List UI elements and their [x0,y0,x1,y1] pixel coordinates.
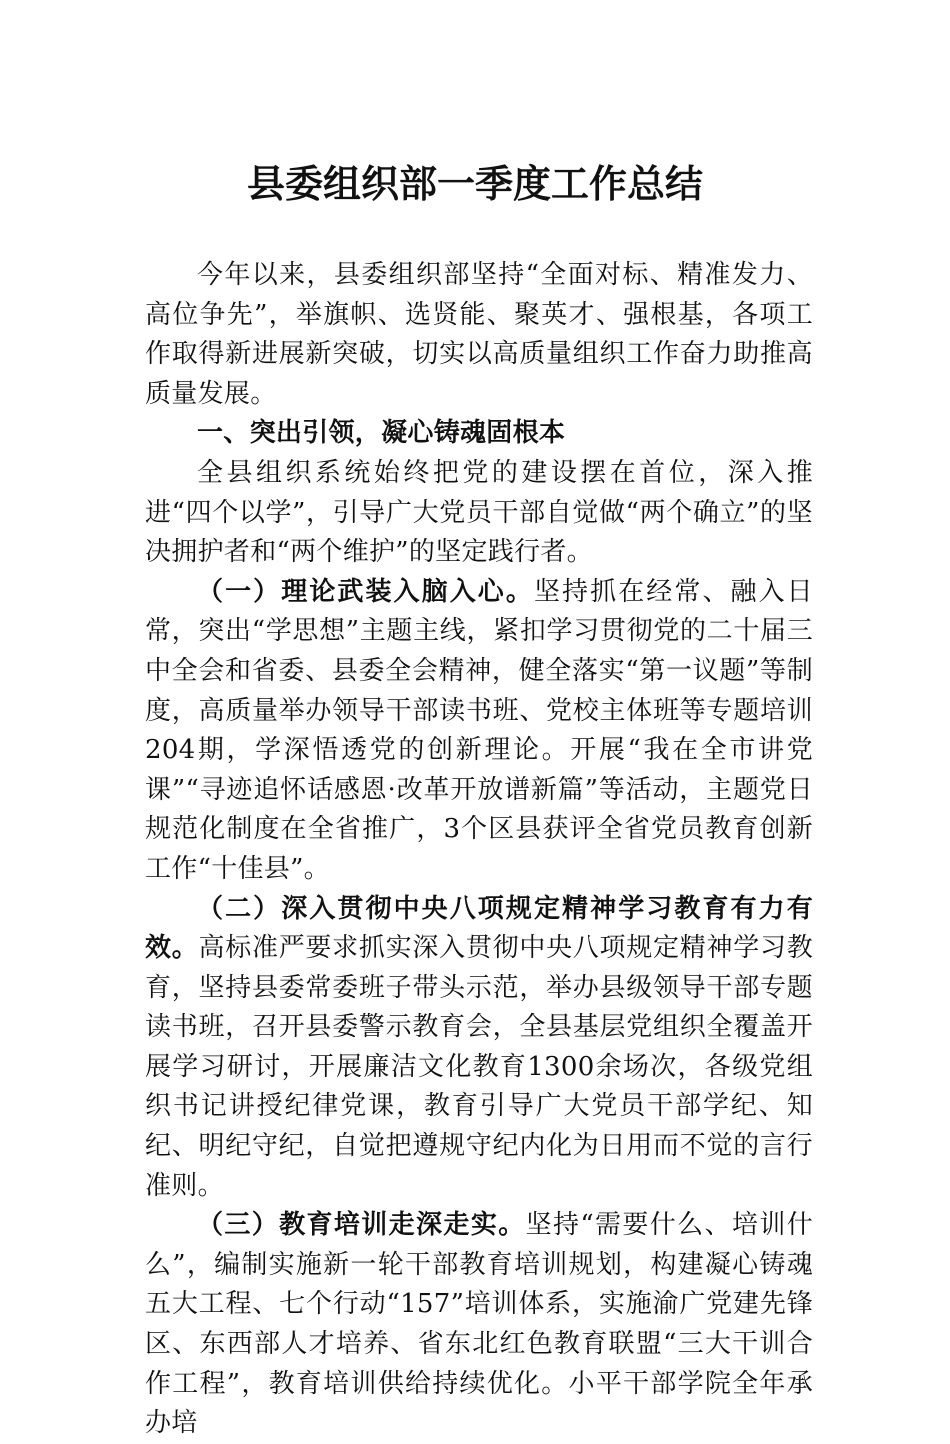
item-heading-1: （一）理论武装入脑入心。 [197,576,534,607]
document-body [145,256,813,1444]
item-text-3: 坚持“需要什么、培训什么”，编制实施新一轮干部教育培训规划，构建凝心铸魂五大工程、七个行动“157”培训体系，实施渝广党建先锋区、东西部人才培养、省东北红色教育联盟“三大干训合作工程”，教育培训供给持续优化。小平干部学院全年承办培 [145,1210,814,1439]
item-heading-3: （三）教育培训走深走实。 [197,1210,526,1241]
item-text-1: 坚持抓在经常、融入日常，突出“学思想”主题主线，紧扣学习贯彻党的二十届三中全会和省委、县委全会精神，健全落实“第一议题”等制度，高质量举办领导干部读书班、党校主体班等专题培训204期，学深悟透党的创新理论。开展“我在全市讲党课”“寻迹追怀话感恩·改革开放谱新篇”等活动，主题党日规范化制度在全省推广，3个区县获评全省党员教育创新工作“十佳县”。 [145,576,813,884]
section-lead-paragraph: 全县组织系统始终把党的建设摆在首位，深入推进“四个以学”，引导广大党员干部自觉做“两个确立”的坚决拥护者和“两个维护”的坚定践行者。 [145,457,813,568]
item-paragraph-1 [145,573,813,890]
item-paragraph-2 [145,890,813,1207]
document-title: 县委组织部一季度工作总结 [246,161,703,206]
section-heading: 一、突出引领，凝心铸魂固根本 [197,418,566,449]
item-paragraph-3 [145,1206,813,1444]
item-heading-2: （二）深入贯彻中央八项规定精神学习教育有力有效。 [145,893,813,964]
item-text-2: 高标准严要求抓实深入贯彻中央八项规定精神学习教育，坚持县委常委班子带头示范，举办县级领导干部专题读书班，召开县委警示教育会，全县基层党组织全覆盖开展学习研讨，开展廉洁文化教育1300余场次，各级党组织书记讲授纪律党课，教育引导广大党员干部学纪、知纪、明纪守纪，自觉把遵规守纪内化为日用而不觉的言行准则。 [145,933,813,1201]
intro-paragraph: 今年以来，县委组织部坚持“全面对标、精准发力、高位争先”，举旗帜、选贤能、聚英才、强根基，各项工作取得新进展新突破，切实以高质量组织工作奋力助推高质量发展。 [145,260,813,409]
